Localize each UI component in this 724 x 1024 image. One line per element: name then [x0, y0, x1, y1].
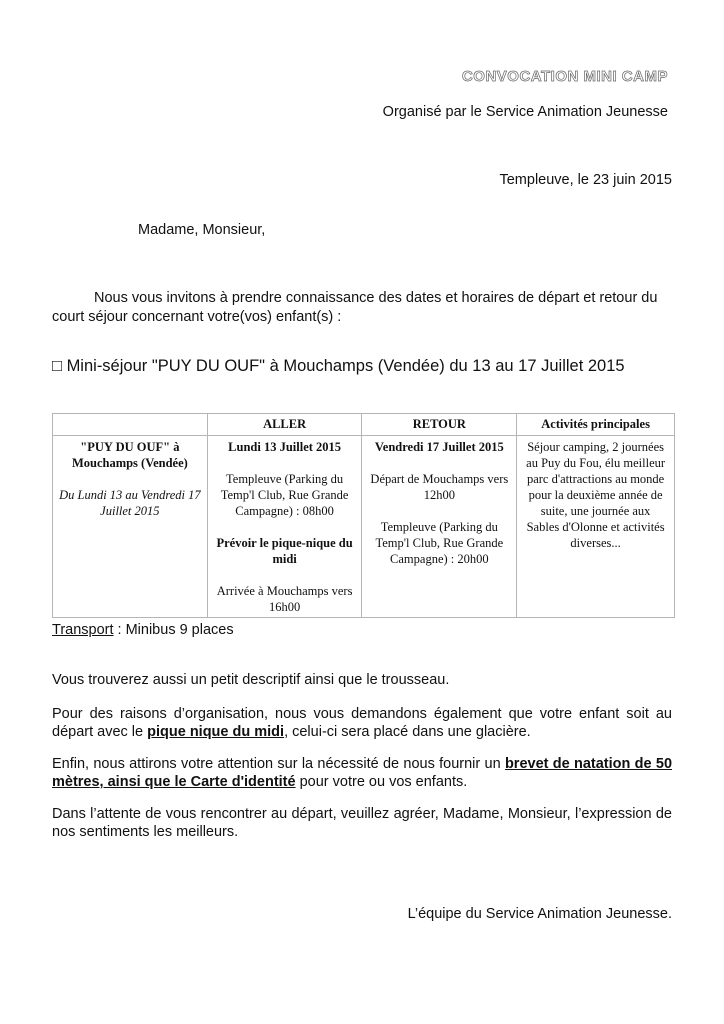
transport-value: : Minibus 9 places	[113, 622, 234, 638]
intro-text: Nous vous invitons à prendre connaissance des dates et horaires de départ et retour du court séjour concernant votre(vos) enfant(s) :	[52, 290, 658, 325]
p3-after: pour votre ou vos enfants.	[295, 774, 468, 790]
activites-text: Séjour camping, 2 journées au Puy du Fou, élu meilleur parc d'attractions au monde pour la deuxième année de suite, une journée aux Sables d'Olonne et activités diverses...	[526, 440, 666, 550]
paragraph-closing: Dans l’attente de vous rencontrer au départ, veuillez agréer, Madame, Monsieur, l’expression de nos sentiments les meilleurs.	[52, 806, 672, 840]
retour-date: Vendredi 17 Juillet 2015	[374, 440, 504, 454]
table-header-row	[53, 414, 675, 436]
header-retour: RETOUR	[362, 414, 517, 436]
aller-depart: Templeuve (Parking du Temp'l Club, Rue Grande Campagne) : 08h00	[220, 472, 349, 518]
sejour-line	[52, 357, 625, 376]
document-title: CONVOCATION MINI CAMP	[461, 68, 668, 85]
header-aller: ALLER	[207, 414, 362, 436]
checkbox-icon: □	[52, 357, 62, 375]
transport-label: Transport	[52, 622, 114, 638]
organizer-line: Organisé par le Service Animation Jeunesse	[382, 104, 668, 120]
p2-after: , celui-ci sera placé dans une glacière.	[284, 724, 531, 740]
sejour-place: "PUY DU OUF" à Mouchamps (Vendée)	[71, 440, 188, 470]
paragraph-pique-nique	[52, 705, 672, 741]
transport-line	[52, 622, 234, 638]
p3-before: Enfin, nous attirons votre attention sur la nécessité de nous fournir un	[52, 756, 505, 772]
date-line: Templeuve, le 23 juin 2015	[499, 172, 672, 188]
sejour-label: Mini-séjour "PUY DU OUF" à Mouchamps (Vendée) du 13 au 17 Juillet 2015	[66, 357, 625, 375]
salutation: Madame, Monsieur,	[138, 222, 266, 238]
cell-retour	[362, 436, 517, 618]
p3-strong: brevet de natation de 50 mètres, ainsi que le Carte d'identité	[52, 756, 673, 790]
p2-strong: pique nique du midi	[147, 724, 285, 740]
schedule-table	[52, 413, 675, 618]
header-empty	[53, 414, 208, 436]
paragraph-trousseau: Vous trouverez aussi un petit descriptif ainsi que le trousseau.	[52, 672, 450, 688]
table-row	[53, 436, 675, 618]
signature: L’équipe du Service Animation Jeunesse.	[407, 906, 672, 922]
aller-arrivee: Arrivée à Mouchamps vers 16h00	[216, 584, 353, 614]
cell-activites	[517, 436, 675, 618]
retour-depart: Départ de Mouchamps vers 12h00	[370, 472, 509, 502]
retour-arrivee: Templeuve (Parking du Temp'l Club, Rue Grande Campagne) : 20h00	[375, 520, 504, 566]
header-activites: Activités principales	[517, 414, 675, 436]
intro-paragraph	[52, 289, 677, 327]
sejour-period: Du Lundi 13 au Vendredi 17 Juillet 2015	[59, 488, 201, 518]
aller-date: Lundi 13 Juillet 2015	[228, 440, 342, 454]
paragraph-documents	[52, 755, 672, 791]
p2-before: Pour des raisons d’organisation, nous vous demandons également que votre enfant soit au départ avec le	[52, 706, 672, 740]
cell-sejour	[53, 436, 208, 618]
aller-note: Prévoir le pique-nique du midi	[216, 536, 353, 566]
cell-aller	[207, 436, 362, 618]
